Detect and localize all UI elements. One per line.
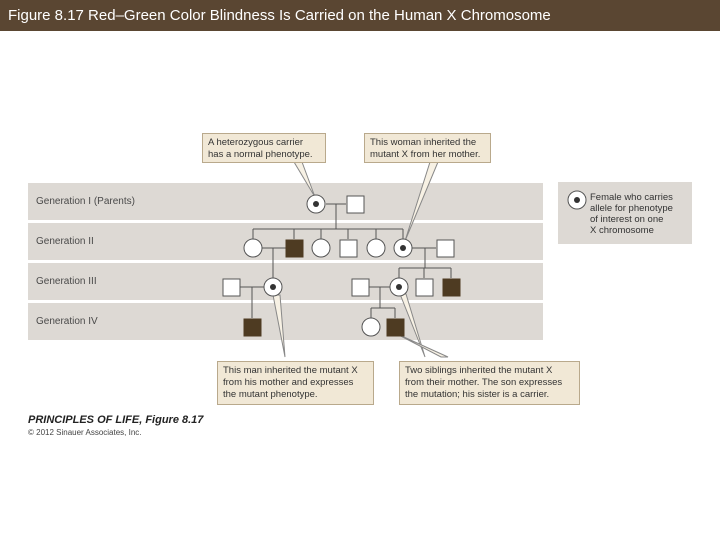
carrier-female-icon xyxy=(562,188,592,218)
unaffected-female-gen2 xyxy=(244,239,262,257)
unaffected-male-gen2 xyxy=(340,240,357,257)
affected-male-gen4 xyxy=(387,319,404,336)
generation-label-1: Generation I (Parents) xyxy=(36,196,135,207)
unaffected-male-gen3 xyxy=(352,279,369,296)
pedigree-lines xyxy=(240,204,451,318)
callout-two-siblings: Two siblings inherited the mutant X from their mother. The son expresses the mutation; his sister is a carrier. xyxy=(399,361,580,405)
unaffected-female-gen2 xyxy=(367,239,385,257)
affected-male-gen4 xyxy=(244,319,261,336)
generation-label-3: Generation III xyxy=(36,276,97,287)
callout-pointers xyxy=(273,162,448,357)
book-credit: PRINCIPLES OF LIFE, Figure 8.17 xyxy=(28,414,204,426)
generation-label-2: Generation II xyxy=(36,236,94,247)
generation-label-4: Generation IV xyxy=(36,316,98,327)
affected-male-gen3 xyxy=(443,279,460,296)
carrier-dot-icon xyxy=(270,284,276,290)
carrier-dot-icon xyxy=(400,245,406,251)
carrier-dot-icon xyxy=(396,284,402,290)
callout-heterozygous-carrier: A heterozygous carrier has a normal phenotype. xyxy=(202,133,326,163)
carrier-dot-icon xyxy=(313,201,319,207)
affected-male-gen2 xyxy=(286,240,303,257)
unaffected-male-gen1 xyxy=(347,196,364,213)
callout-man-inherited: This man inherited the mutant X from his mother and expresses the mutant phenotype. xyxy=(217,361,374,405)
callout-woman-inherited: This woman inherited the mutant X from her mother. xyxy=(364,133,491,163)
unaffected-male-gen3 xyxy=(416,279,433,296)
figure-title: Figure 8.17 Red–Green Color Blindness Is Carried on the Human X Chromosome xyxy=(8,7,551,24)
copyright: © 2012 Sinauer Associates, Inc. xyxy=(28,428,142,437)
unaffected-male-gen2 xyxy=(437,240,454,257)
legend-text: Female who carries allele for phenotype of interest on one X chromosome xyxy=(590,192,673,236)
unaffected-female-gen2 xyxy=(312,239,330,257)
legend xyxy=(558,182,692,244)
unaffected-female-gen4 xyxy=(362,318,380,336)
unaffected-male-gen3 xyxy=(223,279,240,296)
